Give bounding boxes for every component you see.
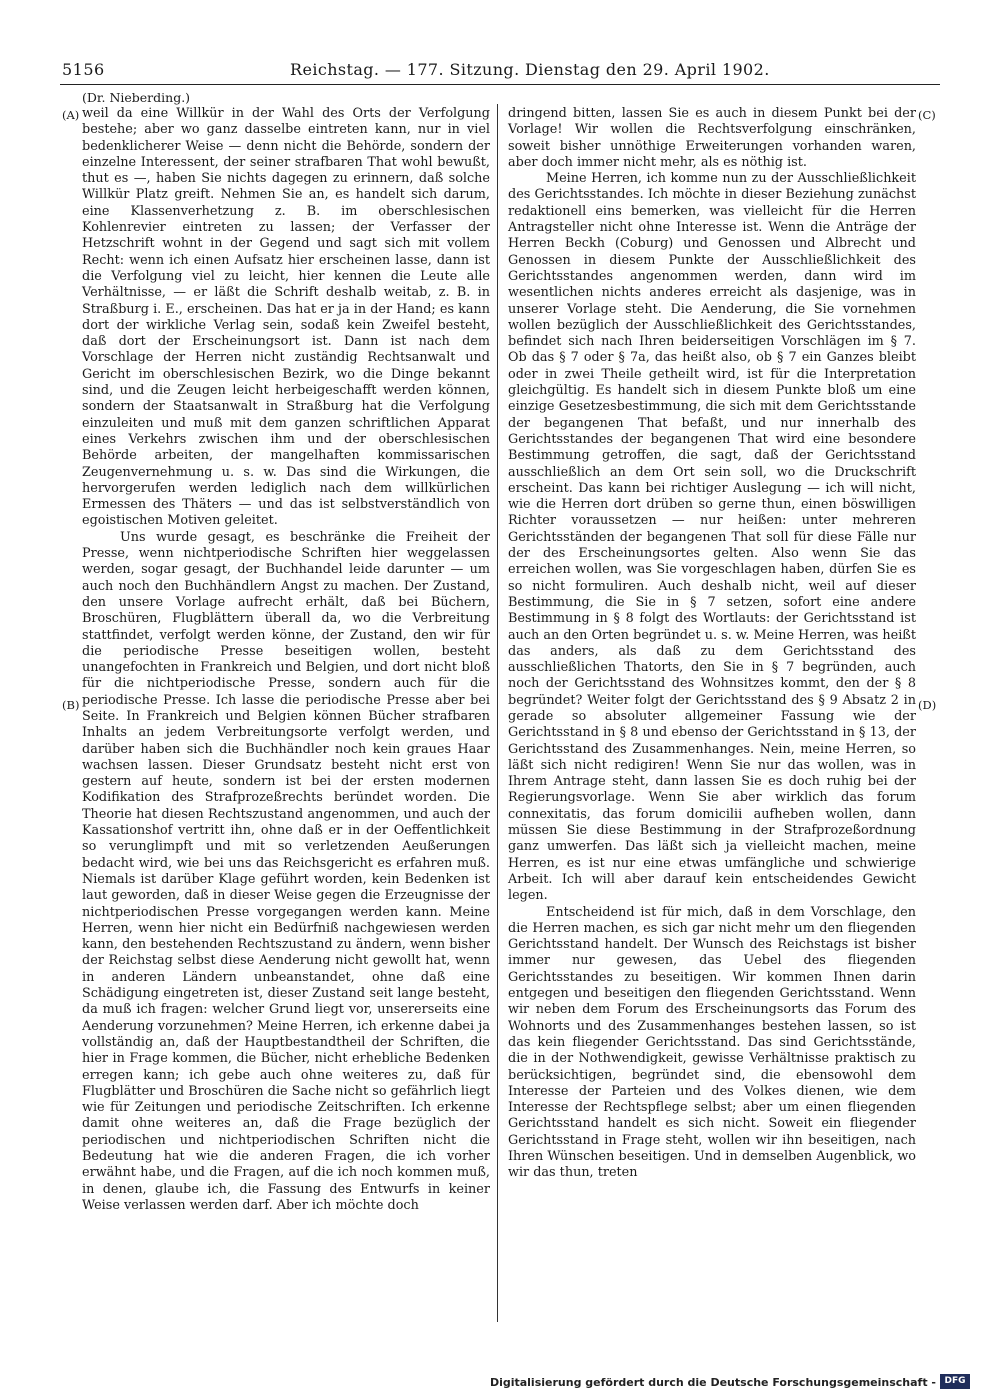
footer-credit: Digitalisierung gefördert durch die Deutsche Forschungsgemeinschaft - (489, 1376, 936, 1389)
margin-marker-a: (A) (62, 108, 80, 122)
paragraph: Entscheidend ist für mich, daß in dem Vorschlage, den die Herren machen, es sich gar nicht mehr um den fliegenden Gerichtsstand handelt. Der Wunsch des Reichstags ist bisher immer nur gewesen, das Uebel des fliegenden Gerichtsstandes zu beseitigen. Wir kommen Ihnen darin entgegen und beseitigen den fliegenden Gerichtsstand. Wenn wir neben dem Forum des Erscheinungsorts das Forum des Wohnorts und des Zusammenhanges bestehen lassen, so ist das kein fliegender Gerichtsstand. Das sind Gerichtsstände, die in der Nothwendigkeit, gewisse Verhältnisse praktisch zu berücksichtigen, begründet sind, die ebensowohl dem Interesse der Parteien und des Volkes dienen, wie dem Interesse der Rechtspflege selbst; aber um einen fliegenden Gerichtsstand handelt es sich nicht. Soweit ein fliegender Gerichtsstand in Frage steht, wollen wir ihn beseitigen, nach Ihren Wünschen beseitigen. Und in demselben Augenblick, wo wir das thun, treten (508, 904, 916, 1181)
left-column (82, 106, 490, 1214)
paragraph: dringend bitten, lassen Sie es auch in diesem Punkt bei der Vorlage! Wir wollen die Rechtsverfolgung einschränken, soweit bisher unnöthige Erweiterungen vorhanden waren, aber doch immer nicht mehr, als es nöthig ist. (508, 106, 916, 170)
paragraph: weil da eine Willkür in der Wahl des Orts der Verfolgung bestehe; aber wo ganz dasselbe eintreten kann, nur in viel bedenklicherer Weise — denn nicht die Behörde, sondern der einzelne Interessent, der seiner strafbaren That wohl bewußt, thut es —, haben Sie nichts dagegen zu erinnern, daß solche Willkür Platz greift. Nehmen Sie an, es handelt sich darum, eine Klassenverhetzung z. B. im oberschlesischen Kohlenrevier eintreten zu lassen; der Verfasser der Hetzschrift wohnt in der Gegend und sagt sich mit vollem Recht: wenn ich einen Aufsatz hier erscheinen lasse, dann ist die Verfolgung viel zu leicht, hier kennen die Leute alle Verhältnisse, — er läßt die Schrift deshalb weitab, z. B. in Straßburg i. E., erscheinen. Das hat er ja in der Hand; es kann dort der wirkliche Verlag sein, sodaß kein Zweifel besteht, daß dort der Erscheinungsort ist. Dann ist nach dem Vorschlage der Herren nicht zuständig Rechtsanwalt und Gericht im oberschlesischen Bezirk, wo die Dinge bekannt sind, und die Zeugen leicht herbeigeschafft werden können, sondern der Staatsanwalt in Straßburg hat die Verfolgung einzuleiten und muß mit dem ganzen schriftlichen Apparat eines Verkehrs zwischen ihm und der oberschlesischen Behörde arbeiten, der mangelhaften kommissarischen Zeugenvernehmung u. s. w. Das sind die Wirkungen, die hervorgerufen werden lediglich nach dem willkürlichen Ermessen des Thäters — und das ist selbstverständlich von egoistischen Motiven geleitet. (82, 106, 490, 529)
column-divider (497, 104, 498, 1322)
speaker-name: (Dr. Nieberding.) (82, 90, 191, 105)
running-title: Reichstag. — 177. Sitzung. Dienstag den 29. April 1902. (290, 60, 770, 79)
margin-marker-b: (B) (62, 698, 80, 712)
dfg-logo: DFG (940, 1374, 970, 1389)
margin-marker-d: (D) (918, 698, 937, 712)
margin-marker-c: (C) (918, 108, 936, 122)
right-column (508, 106, 916, 1182)
page-number: 5156 (62, 60, 105, 79)
paragraph: Uns wurde gesagt, es beschränke die Freiheit der Presse, wenn nichtperiodische Schriften hier weggelassen werden, sogar gesagt, der Buchhandel leide darunter — um auch noch den Buchhändlern Angst zu machen. Der Zustand, den unsere Vorlage aufrecht erhält, daß bei Büchern, Broschüren, Flugblättern überall da, wo die Verbreitung stattfindet, verfolgt werden könne, der Zustand, den wir für die periodische Presse beseitigen wollen, besteht unangefochten in Frankreich und Belgien, und dort nicht bloß für die nichtperiodische Presse, sondern auch für die periodische Presse. Ich lasse die periodische Presse aber bei Seite. In Frankreich und Belgien können Bücher strafbaren Inhalts an jedem Verbreitungsorte verfolgt werden, und darüber haben sich die Buchhändler noch kein graues Haar wachsen lassen. Dieser Grundsatz besteht nicht erst von gestern auf heute, sondern ist bei der ersten modernen Kodifikation des Strafprozeßrechts beründet worden. Die Theorie hat diesen Rechtszustand angenommen, und auch der Kassationshof vertritt ihn, ohne daß er in der Oeffentlichkeit so verunglimpft und mit so verletzenden Aeußerungen bedacht wird, wie bei uns das Reichsgericht es erfahren muß. Niemals ist darüber Klage geführt worden, kein Bedenken ist laut geworden, daß in dieser Weise gegen die Erzeugnisse der nichtperiodischen Presse vorgegangen werden kann. Meine Herren, wenn hier nicht ein Bedürfniß nachgewiesen werden kann, den bestehenden Rechtszustand zu ändern, wenn bisher der Reichstag selbst diese Aenderung nicht gewollt hat, wenn in anderen Ländern unbeanstandet, ohne daß eine Schädigung eingetreten ist, dieser Zustand seit lange besteht, da muß ich fragen: welcher Grund liegt vor, unsererseits eine Aenderung vorzunehmen? Meine Herren, ich erkenne dabei ja vollständig an, daß der Hauptbestandtheil der Schriften, die hier in Frage kommen, die Bücher, nicht erhebliche Bedenken erregen kann; ich gebe auch ohne weiteres zu, daß für Flugblätter und Broschüren die Sache nicht so gefährlich liegt wie für Zeitungen und periodische Zeitschriften. Ich erkenne damit ohne weiteres an, daß die Frage bezüglich der periodischen und nichtperiodischen Schriften nicht die Bedeutung hat wie die anderen Fragen, die ich vorher erwähnt habe, und die Fragen, auf die ich noch kommen muß, in denen, glaube ich, die Fassung des Entwurfs in keiner Weise verlassen werden darf. Aber ich möchte doch (82, 529, 490, 1213)
paragraph: Meine Herren, ich komme nun zu der Ausschließlichkeit des Gerichtsstandes. Ich möchte in dieser Beziehung zunächst redaktionell eins bemerken, was vielleicht für die Herren Antragsteller nicht ohne Interesse ist. Wenn die Anträge der Herren Beckh (Coburg) und Genossen und Albrecht und Genossen in diesem Punkte der Ausschließlichkeit des Gerichtsstandes angenommen werden, dann wird im wesentlichen nichts anderes erreicht als dasjenige, was in unserer Vorlage steht. Die Aenderung, die Sie vornehmen wollen bezüglich der Ausschließlichkeit des Gerichtsstandes, befindet sich nach Ihren beiderseitigen Vorschlägen im § 7. Ob das § 7 oder § 7a, das heißt also, ob § 7 ein Ganzes bleibt oder in zwei Theile getheilt wird, ist für die Interpretation gleichgültig. Es handelt sich in diesem Punkte bloß um eine einzige Gesetzesbestimmung, die sich mit dem Gerichtsstande der begangenen That befaßt, und nur innerhalb des Gerichtsstandes der begangenen That wird eine besondere Bestimmung getroffen, die sagt, daß der Gerichtsstand ausschließlich an dem Ort sein soll, wo die Druckschrift erscheint. Das kann bei richtiger Auslegung — ich will nicht, wie die Herren dort drüben so gerne thun, einen böswilligen Richter voraussetzen — nur heißen: unter mehreren Gerichtsständen der begangenen That soll für diese Fälle nur der des Erscheinungsortes gelten. Also wenn Sie das erreichen wollen, was Sie vorgeschlagen haben, dürfen Sie es so nicht formuliren. Auch deshalb nicht, weil auf dieser Bestimmung, die Sie in § 7 setzen, sofort eine andere Bestimmung in § 8 folgt des Wortlauts: der Gerichtsstand ist auch an den Orten begründet u. s. w. Meine Herren, was heißt das anders, als daß zu dem Gerichtsstand des ausschließlichen Thatorts, den Sie in § 7 begründen, auch noch der Gerichtsstand des Wohnsitzes kommt, den der § 8 begründet? Weiter folgt der Gerichtsstand des § 9 Absatz 2 in gerade so absoluter allgemeiner Fassung wie der Gerichtsstand in § 8 und ebenso der Gerichtsstand in § 13, der Gerichtsstand des Zusammenhanges. Nein, meine Herren, so läßt sich nicht redigiren! Wenn Sie nur das wollen, was in Ihrem Antrage steht, dann lassen Sie es doch ruhig bei der Regierungsvorlage. Wenn Sie aber wirklich das forum connexitatis, das forum domicilii aufheben wollen, dann müssen Sie diese Bestimmung in der Strafprozeßordnung ganz umwerfen. Das läßt sich ja vielleicht machen, meine Herren, es ist nur eine etwas umfängliche und schwierige Arbeit. Ich will aber darauf kein entscheidendes Gewicht legen. (508, 171, 916, 904)
page-header (60, 60, 940, 85)
